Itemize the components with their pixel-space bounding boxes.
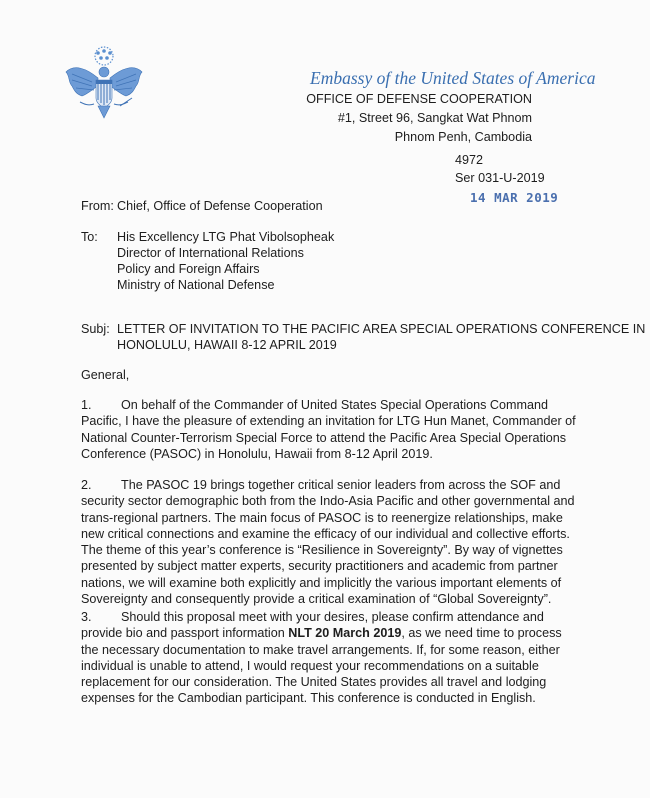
recipient-line: Ministry of National Defense xyxy=(117,278,275,292)
paragraph-number: 3. xyxy=(81,610,92,624)
paragraph-3 xyxy=(81,609,581,707)
paragraph-number: 1. xyxy=(81,398,92,412)
great-seal-eagle-icon xyxy=(62,42,146,126)
embassy-name: Embassy of the United States of America xyxy=(310,68,596,88)
date-stamp: 14 MAR 2019 xyxy=(470,190,559,205)
street-address: #1, Street 96, Sangkat Wat Phnom xyxy=(337,111,532,125)
subject-label: Subj: xyxy=(81,322,110,336)
reference-code: 4972 xyxy=(455,153,484,167)
recipient-line: His Excellency LTG Phat Vibolsopheak xyxy=(117,230,335,244)
paragraph-text: On behalf of the Commander of United States Special Operations Command Pacific, I have the pleasure of extending an invitation for LTG Hun Manet, Commander of National Counter-Terrorism Special Force to attend the Pacific Area Special Operations Conference (PASOC) in Honolulu, Hawaii from 8-12 April 2019. xyxy=(81,398,576,461)
paragraph-number: 2. xyxy=(81,478,92,492)
recipient-line: Director of International Relations xyxy=(117,246,304,260)
paragraph-text: Should this proposal meet with your desires, please confirm attendance and provide bio and passport information xyxy=(81,610,544,641)
to-label: To: xyxy=(81,230,98,244)
office-name: OFFICE OF DEFENSE COOPERATION xyxy=(306,92,532,106)
salutation: General, xyxy=(81,368,130,382)
subject-line: LETTER OF INVITATION TO THE PACIFIC AREA SPECIAL OPERATIONS CONFERENCE IN xyxy=(117,322,646,336)
paragraph-text: The PASOC 19 brings together critical senior leaders from across the SOF and security sector demographic both from the Indo-Asia Pacific and other governmental and trans-regional partners. The main focus of PASOC is to reenergize relationships, make new critical connections and examine the efficacy of our individual and collective efforts. The theme of this year’s conference is “Resilience in Sovereignty”. By way of vignettes presented by subject matter experts, security practitioners and academic from partner nations, we will examine both explicitly and implicitly the various important elements of Sovereignty and consequently provide a critical examination of “Global Sovereignty”. xyxy=(81,478,575,607)
paragraph-1 xyxy=(81,397,581,462)
from-label: From: xyxy=(81,199,114,213)
subject-line: HONOLULU, HAWAII 8-12 APRIL 2019 xyxy=(117,338,337,352)
paragraph-text: , as we need time to process the necessary documentation to make travel arrangements. If, for some reason, either individual is unable to attend, I would request your recommendations on a suitable replacement for our consideration. The United States provides all travel and lodging expenses for the Cambodian participant. This conference is conducted in English. xyxy=(81,626,562,706)
paragraph-2 xyxy=(81,477,581,607)
deadline-date: NLT 20 March 2019 xyxy=(288,626,402,641)
recipient-line: Policy and Foreign Affairs xyxy=(117,262,260,276)
serial-number: Ser 031-U-2019 xyxy=(455,171,545,185)
from-value: Chief, Office of Defense Cooperation xyxy=(117,199,323,213)
city-address: Phnom Penh, Cambodia xyxy=(394,130,532,144)
